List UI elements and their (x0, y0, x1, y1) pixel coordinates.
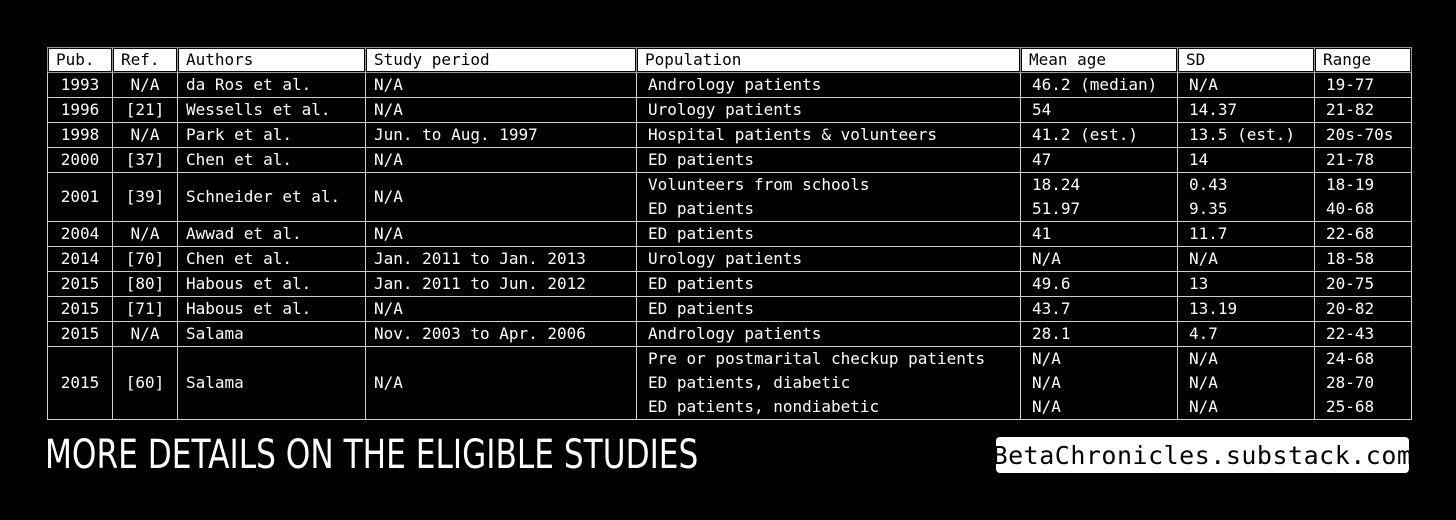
sd-cell-line: 9.35 (1189, 199, 1228, 218)
studies-table-container (47, 47, 1411, 420)
mean-age-cell-line: 54 (1032, 100, 1052, 119)
column-header: Pub. (48, 48, 113, 73)
pub-cell: 1993 (48, 73, 113, 98)
authors-cell: Habous et al. (178, 272, 366, 297)
sd-cell (1178, 347, 1315, 420)
ref-cell: N/A (113, 123, 178, 148)
authors-cell: Habous et al. (178, 297, 366, 322)
mean-age-cell-line: 43.7 (1032, 299, 1071, 318)
pub-cell: 2015 (48, 322, 113, 347)
population-cell (637, 272, 1021, 297)
site-badge: BetaChronicles.substack.com (996, 437, 1409, 473)
sd-cell (1178, 297, 1315, 322)
mean-age-cell (1021, 322, 1178, 347)
population-cell (637, 148, 1021, 173)
range-cell-line: 20s-70s (1326, 125, 1394, 144)
sd-cell-line: 13 (1189, 274, 1209, 293)
table-row (48, 297, 1412, 322)
mean-age-cell (1021, 148, 1178, 173)
population-cell (637, 222, 1021, 247)
sd-cell (1178, 123, 1315, 148)
population-cell-line: ED patients (648, 274, 754, 293)
population-cell-line: Andrology patients (648, 75, 822, 94)
column-header: Authors (178, 48, 366, 73)
ref-cell: N/A (113, 73, 178, 98)
table-row (48, 73, 1412, 98)
population-cell-line: ED patients (648, 150, 754, 169)
study-period-cell: N/A (366, 173, 637, 222)
population-cell-line: Andrology patients (648, 324, 822, 343)
population-cell (637, 247, 1021, 272)
study-period-cell: N/A (366, 73, 637, 98)
range-cell (1315, 173, 1412, 222)
range-cell-line: 21-78 (1326, 150, 1375, 169)
mean-age-cell-line: N/A (1032, 349, 1061, 368)
population-cell-line: ED patients (648, 224, 754, 243)
population-cell (637, 297, 1021, 322)
mean-age-cell (1021, 247, 1178, 272)
pub-cell: 2004 (48, 222, 113, 247)
range-cell-line: 22-68 (1326, 224, 1375, 243)
range-cell (1315, 347, 1412, 420)
study-period-cell: N/A (366, 297, 637, 322)
table-row (48, 247, 1412, 272)
authors-cell: Chen et al. (178, 148, 366, 173)
range-cell (1315, 222, 1412, 247)
range-cell (1315, 123, 1412, 148)
sd-cell-line: 13.19 (1189, 299, 1238, 318)
column-header: Mean age (1021, 48, 1178, 73)
range-cell (1315, 247, 1412, 272)
table-row (48, 347, 1412, 420)
mean-age-cell-line: 46.2 (median) (1032, 75, 1158, 94)
table-row (48, 173, 1412, 222)
mean-age-cell-line: N/A (1032, 373, 1061, 392)
sd-cell (1178, 247, 1315, 272)
mean-age-cell-line: N/A (1032, 249, 1061, 268)
studies-table (47, 47, 1412, 420)
range-cell-line: 18-19 (1326, 175, 1375, 194)
sd-cell-line: N/A (1189, 397, 1218, 416)
ref-cell: N/A (113, 222, 178, 247)
column-header: Population (637, 48, 1021, 73)
mean-age-cell-line: 18.24 (1032, 175, 1081, 194)
range-cell (1315, 272, 1412, 297)
range-cell-line: 40-68 (1326, 199, 1375, 218)
ref-cell: N/A (113, 322, 178, 347)
mean-age-cell (1021, 272, 1178, 297)
authors-cell: Salama (178, 347, 366, 420)
sd-cell-line: 14.37 (1189, 100, 1238, 119)
sd-cell (1178, 222, 1315, 247)
population-cell-line: Urology patients (648, 249, 803, 268)
sd-cell (1178, 272, 1315, 297)
mean-age-cell (1021, 347, 1178, 420)
range-cell-line: 20-75 (1326, 274, 1375, 293)
mean-age-cell-line: N/A (1032, 397, 1061, 416)
sd-cell-line: N/A (1189, 349, 1218, 368)
table-row (48, 222, 1412, 247)
pub-cell: 1996 (48, 98, 113, 123)
ref-cell: [37] (113, 148, 178, 173)
authors-cell: da Ros et al. (178, 73, 366, 98)
study-period-cell: Nov. 2003 to Apr. 2006 (366, 322, 637, 347)
sd-cell-line: N/A (1189, 75, 1218, 94)
sd-cell-line: N/A (1189, 373, 1218, 392)
mean-age-cell-line: 41 (1032, 224, 1052, 243)
sd-cell (1178, 322, 1315, 347)
ref-cell: [39] (113, 173, 178, 222)
page-title: MORE DETAILS ON THE ELIGIBLE STUDIES (45, 432, 699, 478)
sd-cell-line: 13.5 (est.) (1189, 125, 1295, 144)
sd-cell-line: N/A (1189, 249, 1218, 268)
mean-age-cell (1021, 222, 1178, 247)
range-cell-line: 21-82 (1326, 100, 1375, 119)
authors-cell: Wessells et al. (178, 98, 366, 123)
population-cell (637, 123, 1021, 148)
range-cell-line: 19-77 (1326, 75, 1375, 94)
pub-cell: 2015 (48, 347, 113, 420)
range-cell (1315, 98, 1412, 123)
ref-cell: [71] (113, 297, 178, 322)
population-cell-line: Hospital patients & volunteers (648, 125, 937, 144)
mean-age-cell-line: 47 (1032, 150, 1052, 169)
sd-cell-line: 4.7 (1189, 324, 1218, 343)
table-row (48, 272, 1412, 297)
mean-age-cell (1021, 123, 1178, 148)
study-period-cell: Jan. 2011 to Jan. 2013 (366, 247, 637, 272)
ref-cell: [60] (113, 347, 178, 420)
table-row (48, 123, 1412, 148)
population-cell (637, 173, 1021, 222)
mean-age-cell (1021, 98, 1178, 123)
population-cell-line: Volunteers from schools (648, 175, 870, 194)
study-period-cell: N/A (366, 148, 637, 173)
study-period-cell: Jun. to Aug. 1997 (366, 123, 637, 148)
table-row (48, 98, 1412, 123)
pub-cell: 2000 (48, 148, 113, 173)
range-cell-line: 28-70 (1326, 373, 1375, 392)
mean-age-cell-line: 49.6 (1032, 274, 1071, 293)
population-cell-line: ED patients, diabetic (648, 373, 851, 392)
authors-cell: Park et al. (178, 123, 366, 148)
pub-cell: 1998 (48, 123, 113, 148)
mean-age-cell-line: 41.2 (est.) (1032, 125, 1138, 144)
sd-cell-line: 11.7 (1189, 224, 1228, 243)
sd-cell (1178, 98, 1315, 123)
range-cell (1315, 322, 1412, 347)
column-header: SD (1178, 48, 1315, 73)
column-header: Ref. (113, 48, 178, 73)
header-row (48, 48, 1412, 73)
column-header: Study period (366, 48, 637, 73)
ref-cell: [80] (113, 272, 178, 297)
range-cell-line: 22-43 (1326, 324, 1375, 343)
population-cell (637, 98, 1021, 123)
range-cell (1315, 73, 1412, 98)
column-header: Range (1315, 48, 1412, 73)
range-cell-line: 24-68 (1326, 349, 1375, 368)
range-cell (1315, 148, 1412, 173)
authors-cell: Awwad et al. (178, 222, 366, 247)
ref-cell: [21] (113, 98, 178, 123)
sd-cell (1178, 148, 1315, 173)
study-period-cell: N/A (366, 98, 637, 123)
population-cell-line: ED patients (648, 299, 754, 318)
range-cell-line: 20-82 (1326, 299, 1375, 318)
range-cell (1315, 297, 1412, 322)
ref-cell: [70] (113, 247, 178, 272)
population-cell-line: ED patients, nondiabetic (648, 397, 880, 416)
population-cell (637, 347, 1021, 420)
mean-age-cell (1021, 297, 1178, 322)
table-row (48, 148, 1412, 173)
population-cell-line: ED patients (648, 199, 754, 218)
mean-age-cell-line: 28.1 (1032, 324, 1071, 343)
authors-cell: Salama (178, 322, 366, 347)
authors-cell: Schneider et al. (178, 173, 366, 222)
pub-cell: 2014 (48, 247, 113, 272)
sd-cell (1178, 173, 1315, 222)
range-cell-line: 18-58 (1326, 249, 1375, 268)
sd-cell (1178, 73, 1315, 98)
population-cell (637, 73, 1021, 98)
population-cell (637, 322, 1021, 347)
table-body (48, 73, 1412, 420)
range-cell-line: 25-68 (1326, 397, 1375, 416)
study-period-cell: N/A (366, 222, 637, 247)
population-cell-line: Urology patients (648, 100, 803, 119)
pub-cell: 2015 (48, 272, 113, 297)
table-row (48, 322, 1412, 347)
sd-cell-line: 14 (1189, 150, 1209, 169)
pub-cell: 2001 (48, 173, 113, 222)
pub-cell: 2015 (48, 297, 113, 322)
study-period-cell: N/A (366, 347, 637, 420)
mean-age-cell (1021, 73, 1178, 98)
study-period-cell: Jan. 2011 to Jun. 2012 (366, 272, 637, 297)
authors-cell: Chen et al. (178, 247, 366, 272)
mean-age-cell-line: 51.97 (1032, 199, 1081, 218)
mean-age-cell (1021, 173, 1178, 222)
sd-cell-line: 0.43 (1189, 175, 1228, 194)
population-cell-line: Pre or postmarital checkup patients (648, 349, 986, 368)
